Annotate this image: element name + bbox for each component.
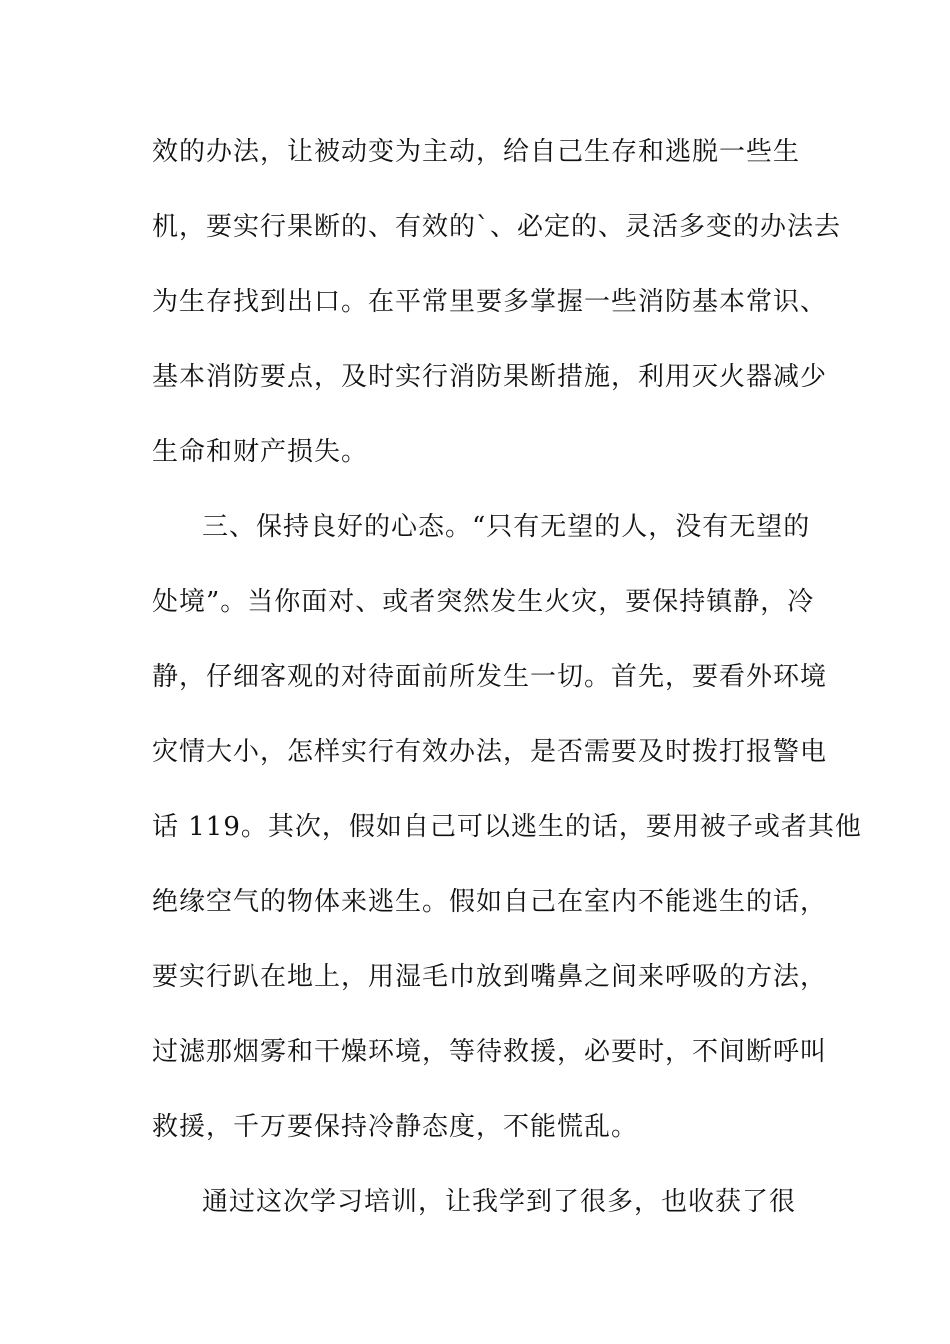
text-line-13: 过滤那烟雾和干燥环境，等待救援，必要时，不间断呼叫: [152, 1037, 828, 1067]
text-line-10: 话 119。其次，假如自己可以逃生的话，要用被子或者其他: [152, 812, 862, 842]
text-line-11: 绝缘空气的物体来逃生。假如自己在室内不能逃生的话，: [152, 887, 828, 917]
section-three-heading-line: 三、保持良好的心态。“只有无望的人，没有无望的: [202, 512, 811, 542]
text-line-2: 机，要实行果断的、有效的`、必定的、灵活多变的办法去: [152, 212, 842, 242]
text-line-9: 灾情大小，怎样实行有效办法，是否需要及时拨打报警电: [152, 737, 828, 767]
text-line-14: 救援，千万要保持冷静态度，不能慌乱。: [152, 1112, 639, 1142]
text-line-7: 处境”。当你面对、或者突然发生火灾，要保持镇静，冷: [152, 587, 815, 617]
text-line-1: 效的办法，让被动变为主动，给自己生存和逃脱一些生: [152, 137, 801, 167]
text-line-12: 要实行趴在地上，用湿毛巾放到嘴鼻之间来呼吸的方法，: [152, 962, 828, 992]
text-line-4: 基本消防要点，及时实行消防果断措施，利用灭火器减少: [152, 362, 828, 392]
text-line-5: 生命和财产损失。: [152, 437, 369, 467]
text-line-3: 为生存找到出口。在平常里要多掌握一些消防基本常识、: [152, 287, 828, 317]
body-text: [152, 128, 862, 1253]
text-line-8: 静，仔细客观的对待面前所发生一切。首先，要看外环境: [152, 662, 828, 692]
closing-paragraph-line: 通过这次学习培训，让我学到了很多，也收获了很: [202, 1187, 797, 1217]
